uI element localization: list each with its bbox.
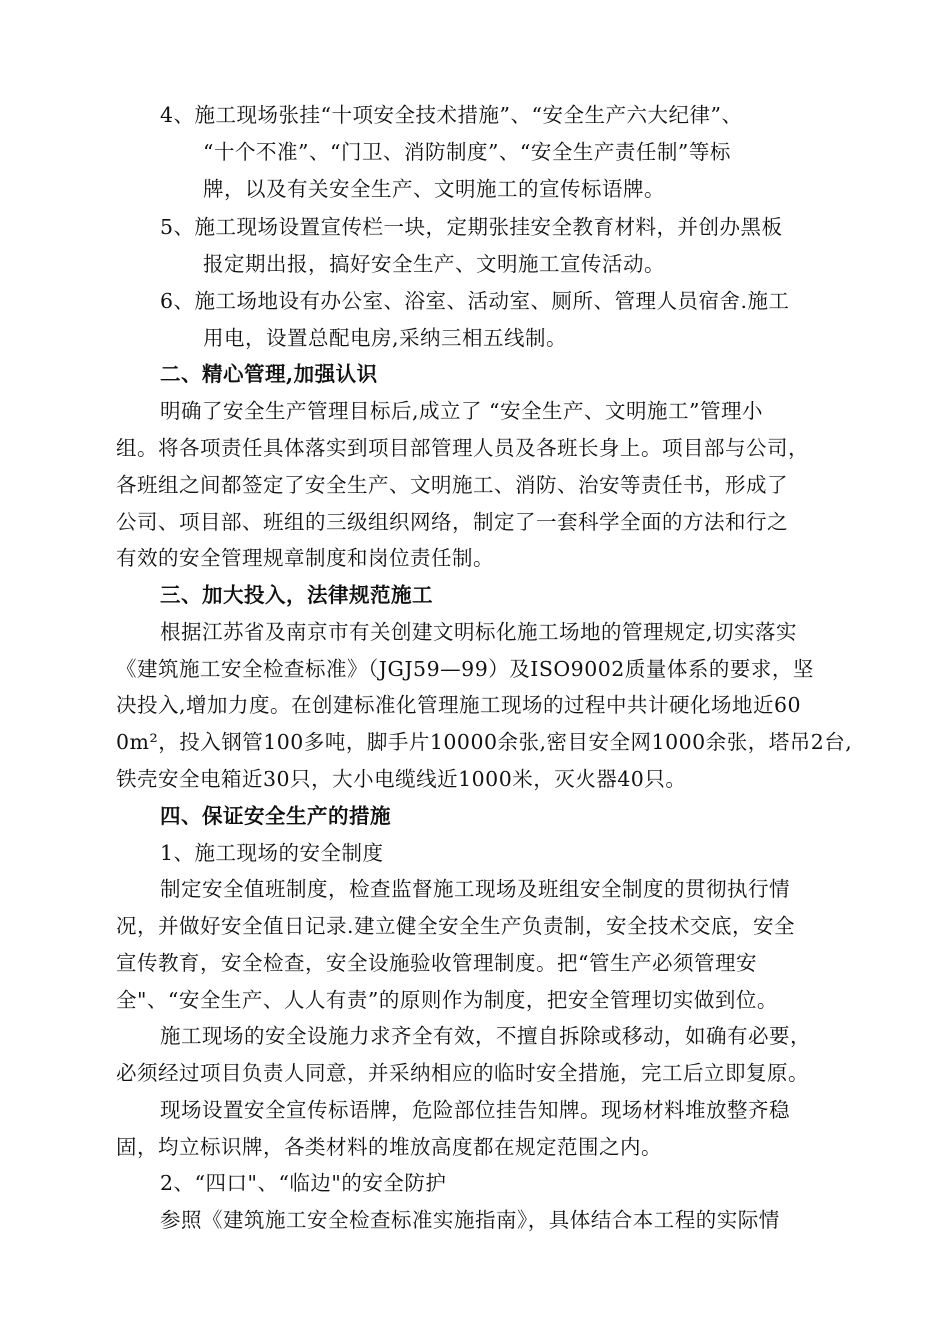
paragraph-line: 决投入,增加力度。在创建标准化管理施工现场的过程中共计硬化场地近60 xyxy=(116,693,802,717)
list-item-4-line-2: “十个不准”、“门卫、消防制度”、“安全生产责任制”等标 xyxy=(203,140,731,164)
paragraph-line: 必须经过项目负责人同意，并采纳相应的临时安全措施，完工后立即复原。 xyxy=(116,1061,809,1085)
list-item-4-line-3: 牌，以及有关安全生产、文明施工的宣传标语牌。 xyxy=(203,177,665,201)
paragraph-line: 制定安全值班制度，检查监督施工现场及班组安全制度的贯彻执行情 xyxy=(160,877,790,901)
section-heading-2: 二、精心管理,加强认识 xyxy=(160,362,378,386)
paragraph-line: 公司、项目部、班组的三级组织网络，制定了一套科学全面的方法和行之 xyxy=(116,510,788,534)
subsection-heading-1: 1、施工现场的安全制度 xyxy=(160,841,384,865)
subsection-heading-2: 2、“四口"、“临边"的安全防护 xyxy=(160,1171,447,1195)
paragraph-line: 有效的安全管理规章制度和岗位责任制。 xyxy=(116,546,494,570)
paragraph-line: 根据江苏省及南京市有关创建文明标化施工场地的管理规定,切实落实 xyxy=(160,620,798,644)
paragraph-line: 参照《建筑施工安全检查标准实施指南》，具体结合本工程的实际情 xyxy=(160,1208,780,1232)
paragraph-line: 固，均立标识牌，各类材料的堆放高度都在规定范围之内。 xyxy=(116,1135,662,1159)
paragraph-line: 各班组之间都签定了安全生产、文明施工、消防、治安等责任书，形成了 xyxy=(116,473,788,497)
paragraph-line: 0m²，投入钢管100多吨，脚手片10000余张,密目安全网1000余张，塔吊2台, xyxy=(116,730,853,754)
list-item-4-line-1: 4、施工现场张挂“十项安全技术措施”、“安全生产六大纪律”、 xyxy=(160,103,743,127)
paragraph-line: 施工现场的安全设施力求齐全有效，不擅自拆除或移动，如确有必要， xyxy=(160,1024,811,1048)
paragraph-line: 组。将各项责任具体落实到项目部管理人员及各班长身上。项目部与公司， xyxy=(116,436,809,460)
paragraph-line: 宣传教育，安全检查，安全设施验收管理制度。把“管生产必须管理安 xyxy=(116,951,757,975)
paragraph-line: 明确了安全生产管理目标后,成立了 “安全生产、文明施工”管理小 xyxy=(160,399,763,423)
section-heading-3: 三、加大投入，法律规范施工 xyxy=(160,583,433,607)
list-item-5-line-1: 5、施工现场设置宣传栏一块，定期张挂安全教育材料，并创办黑板 xyxy=(160,215,783,239)
paragraph-line: 全"、“安全生产、人人有责”的原则作为制度，把安全管理切实做到位。 xyxy=(116,988,778,1012)
list-item-6-line-1: 6、施工场地设有办公室、浴室、活动室、厕所、管理人员宿舍.施工 xyxy=(160,289,790,313)
section-heading-4: 四、保证安全生产的措施 xyxy=(160,804,391,828)
list-item-5-line-2: 报定期出报，搞好安全生产、文明施工宣传活动。 xyxy=(203,252,665,276)
list-item-6-line-2: 用电，设置总配电房,采纳三相五线制。 xyxy=(203,326,568,350)
paragraph-line: 《建筑施工安全检查标准》（JGJ59—99）及ISO9002质量体系的要求，坚 xyxy=(116,657,814,681)
paragraph-line: 现场设置安全宣传标语牌，危险部位挂告知牌。现场材料堆放整齐稳 xyxy=(160,1098,790,1122)
paragraph-line: 铁壳安全电箱近30只，大小电缆线近1000米，灭火器40只。 xyxy=(116,767,687,791)
paragraph-line: 况，并做好安全值日记录.建立健全安全生产负责制，安全技术交底，安全 xyxy=(116,914,796,938)
